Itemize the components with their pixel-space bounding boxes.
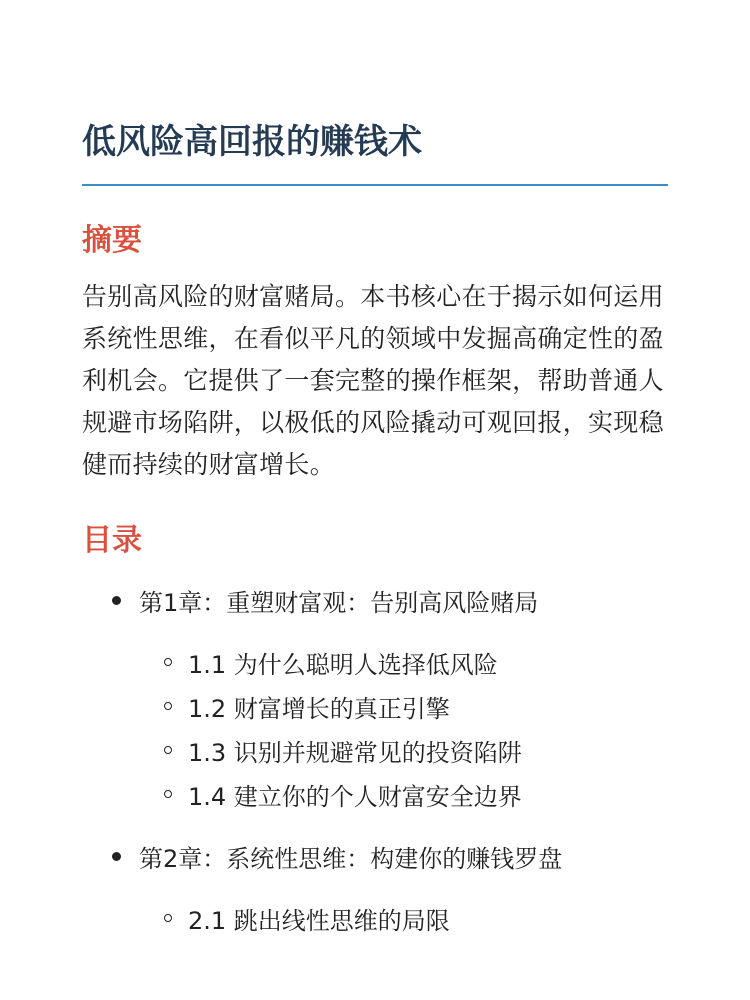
bullet-disc-icon bbox=[112, 852, 121, 861]
section-title: 1.1 为什么聪明人选择低风险 bbox=[188, 650, 498, 679]
toc-section-item[interactable] bbox=[82, 898, 668, 938]
section-title: 1.2 财富增长的真正引擎 bbox=[188, 694, 450, 723]
section-title: 1.4 建立你的个人财富安全边界 bbox=[188, 782, 522, 811]
bullet-circle-icon bbox=[164, 746, 172, 754]
toc-chapter-row[interactable] bbox=[82, 580, 668, 620]
toc-chapter-2 bbox=[82, 836, 668, 938]
abstract-text: 告别高风险的财富赌局。本书核心在于揭示如何运用系统性思维，在看似平凡的领域中发掘高确定性的盈利机会。它提供了一套完整的操作框架，帮助普通人规避市场陷阱，以极低的风险撬动可观回报，实现稳健而持续的财富增长。 bbox=[82, 282, 664, 479]
toc-section-list bbox=[82, 898, 668, 938]
title-divider bbox=[82, 184, 668, 186]
toc-chapter-list bbox=[82, 580, 668, 938]
toc-section-item[interactable] bbox=[82, 642, 668, 682]
bullet-circle-icon bbox=[164, 914, 172, 922]
chapter-title: 第2章：系统性思维：构建你的赚钱罗盘 bbox=[139, 844, 563, 873]
toc-section-list bbox=[82, 642, 668, 814]
chapter-title: 第1章：重塑财富观：告别高风险赌局 bbox=[139, 588, 539, 617]
document-title: 低风险高回报的赚钱术 bbox=[82, 122, 422, 162]
abstract-heading: 摘要 bbox=[82, 223, 142, 258]
toc-chapter-row[interactable] bbox=[82, 836, 668, 876]
toc-section-item[interactable] bbox=[82, 686, 668, 726]
bullet-circle-icon bbox=[164, 790, 172, 798]
toc-chapter-1 bbox=[82, 580, 668, 814]
toc-section-item[interactable] bbox=[82, 774, 668, 814]
toc-heading: 目录 bbox=[82, 523, 142, 558]
bullet-circle-icon bbox=[164, 702, 172, 710]
section-title: 1.3 识别并规避常见的投资陷阱 bbox=[188, 738, 522, 767]
bullet-disc-icon bbox=[112, 596, 121, 605]
section-title: 2.1 跳出线性思维的局限 bbox=[188, 906, 450, 935]
bullet-circle-icon bbox=[164, 658, 172, 666]
toc-section-item[interactable] bbox=[82, 730, 668, 770]
